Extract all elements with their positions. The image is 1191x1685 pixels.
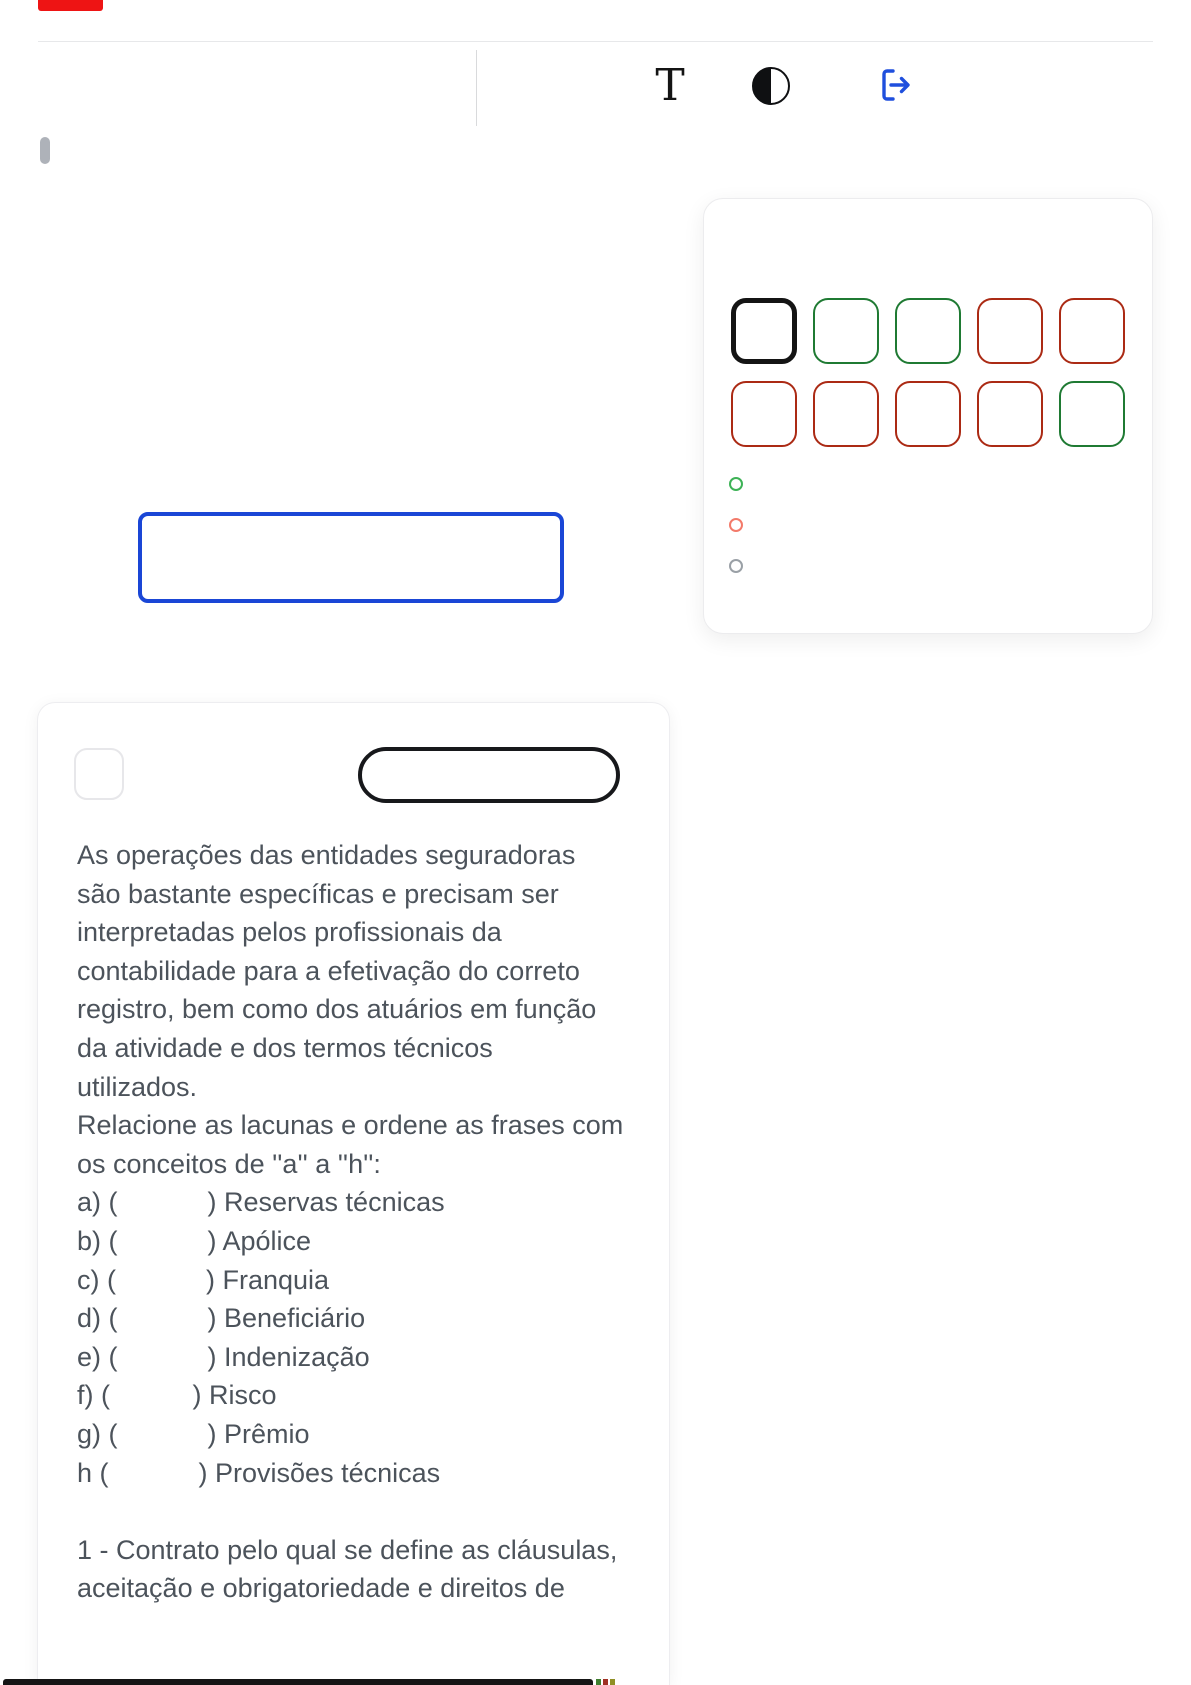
legend-incorrect-circle-icon <box>729 518 743 532</box>
question-text-line: aceitação e obrigatoriedade e direitos de <box>77 1573 565 1604</box>
header-divider <box>38 41 1153 42</box>
question-nav-legend <box>729 477 753 600</box>
question-nav-box-correct[interactable] <box>1059 381 1125 447</box>
question-nav-box-incorrect[interactable] <box>1059 298 1125 364</box>
question-card <box>37 702 670 1685</box>
question-text-line: Relacione as lacunas e ordene as frases com <box>77 1110 624 1141</box>
blue-outlined-box[interactable] <box>138 512 564 603</box>
bottom-cutoff-bar <box>3 1679 593 1685</box>
question-text-line: As operações das entidades seguradoras <box>77 840 576 870</box>
question-text <box>77 836 652 1608</box>
question-text-line: utilizados. <box>77 1071 198 1102</box>
question-action-pill-button[interactable] <box>358 747 620 803</box>
legend-item-incorrect <box>729 518 753 532</box>
question-text-line: interpretadas pelos profissionais da <box>77 917 502 948</box>
question-text-line: d) ( ) Beneficiário <box>77 1303 366 1334</box>
legend-item-correct <box>729 477 753 491</box>
scroll-indicator[interactable] <box>40 137 50 164</box>
bottom-bar-speck <box>596 1679 601 1685</box>
exit-button[interactable] <box>874 64 918 108</box>
question-text-line: da atividade e dos termos técnicos <box>77 1032 493 1063</box>
question-text-line: registro, bem como dos atuários em função <box>77 994 597 1025</box>
question-text-line: são bastante específicas e precisam ser <box>77 878 559 909</box>
text-size-button[interactable] <box>644 58 696 114</box>
question-flag-checkbox[interactable] <box>74 748 124 800</box>
question-text-line: contabilidade para a efetivação do correto <box>77 955 580 986</box>
question-nav-box-correct[interactable] <box>813 298 879 364</box>
question-nav-box-incorrect[interactable] <box>813 381 879 447</box>
question-nav-box-incorrect[interactable] <box>895 381 961 447</box>
question-nav-box-current[interactable] <box>731 298 797 364</box>
question-nav-box-incorrect[interactable] <box>977 298 1043 364</box>
logout-icon <box>879 67 913 106</box>
question-nav-grid <box>731 298 1125 447</box>
question-text-line: b) ( ) Apólice <box>77 1225 312 1256</box>
contrast-icon <box>752 67 790 105</box>
question-text-line: h ( ) Provisões técnicas <box>77 1457 441 1488</box>
question-navigator-card <box>703 198 1153 634</box>
legend-item-unanswered <box>729 559 753 573</box>
question-text-line: os conceitos de ''a'' a ''h'': <box>77 1148 381 1179</box>
bottom-bar-speck <box>603 1679 608 1685</box>
question-nav-box-incorrect[interactable] <box>977 381 1043 447</box>
legend-unanswered-circle-icon <box>729 559 743 573</box>
question-text-line: c) ( ) Franquia <box>77 1264 330 1295</box>
question-text-line: f) ( ) Risco <box>77 1380 277 1411</box>
bottom-bar-speck <box>610 1679 615 1685</box>
toolbar-divider <box>476 50 477 126</box>
question-text-line: g) ( ) Prêmio <box>77 1418 310 1449</box>
red-indicator-bar <box>38 0 103 11</box>
question-text-line: a) ( ) Reservas técnicas <box>77 1187 445 1218</box>
question-nav-box-incorrect[interactable] <box>731 381 797 447</box>
question-text-line <box>77 1492 652 1531</box>
question-text-line: e) ( ) Indenização <box>77 1341 370 1372</box>
question-text-line: 1 - Contrato pelo qual se define as cláusulas, <box>77 1534 618 1565</box>
text-size-icon: T <box>655 60 685 111</box>
question-nav-box-correct[interactable] <box>895 298 961 364</box>
legend-correct-circle-icon <box>729 477 743 491</box>
contrast-button[interactable] <box>748 63 794 109</box>
